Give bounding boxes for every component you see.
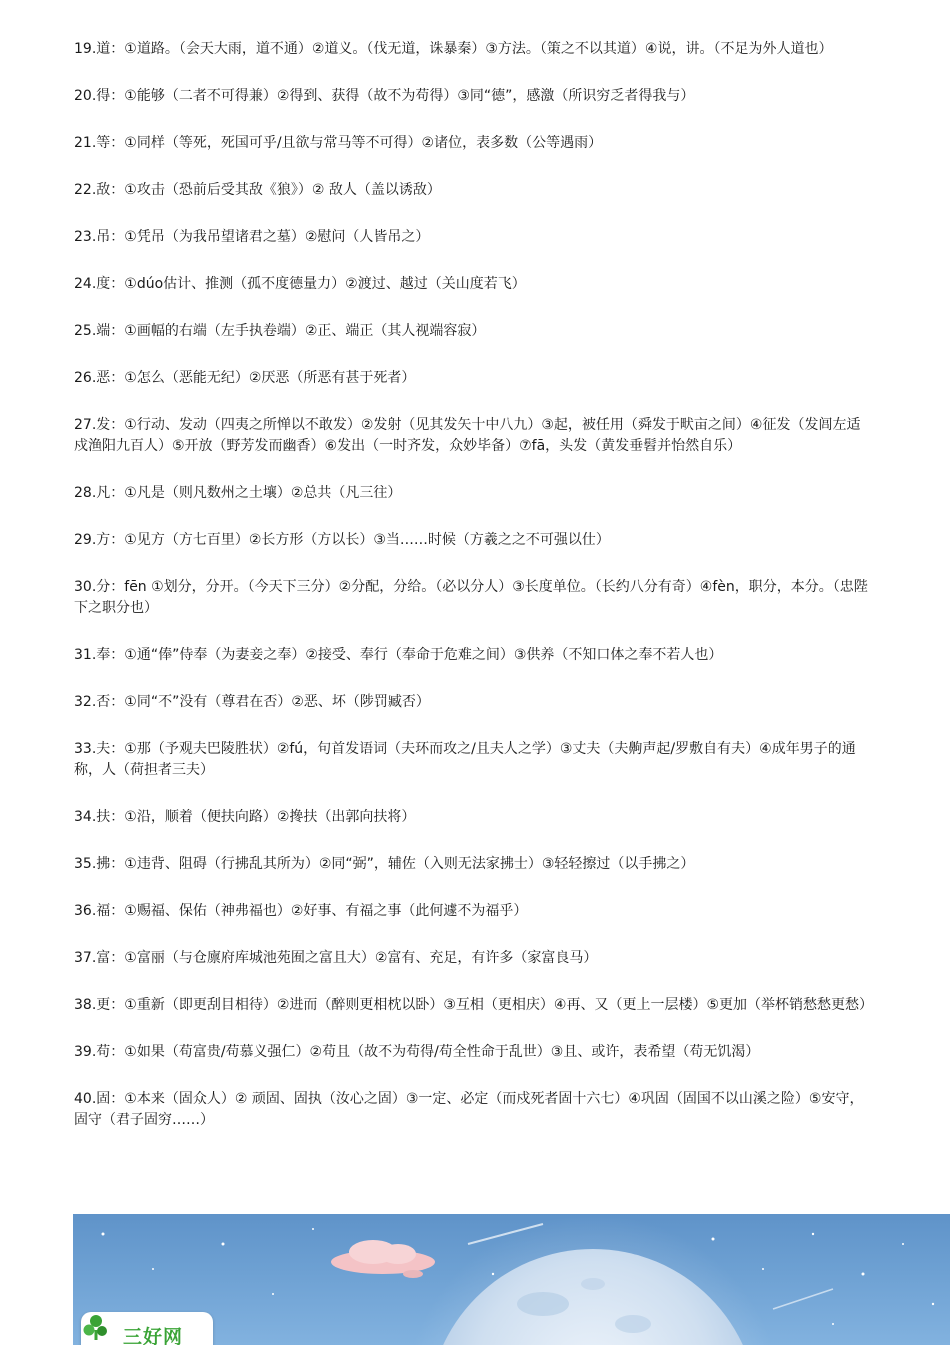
entry-19: 19.道：①道路。（会天大雨，道不通）②道义。（伐无道，诛暴秦）③方法。（策之不以其道）④说，讲。（不足为外人道也）: [74, 41, 833, 57]
entry-27: 27.发：①行动、发动（四夷之所惮以不敢发）②发射（见其发矢十中八九）③起，被任用（舜发于畎亩之间）④征发（发闾左适戍渔阳九百人）⑤开放（野芳发而幽香）⑥发出（一时齐发，众妙毕备）⑦fā，头发（黄发垂髫并怡然自乐）: [74, 417, 861, 454]
entry-26: 26.恶：①怎么（恶能无纪）②厌恶（所恶有甚于死者）: [74, 370, 416, 386]
entry-20: 20.得：①能够（二者不可得兼）②得到、获得（故不为苟得）③同“德”，感激（所识穷乏者得我与）: [74, 88, 695, 104]
document-body: [74, 39, 874, 1157]
entry-33: 33.夫：①那（予观夫巴陵胜状）②fú，句首发语词（夫环而攻之/且夫人之学）③丈夫（夫齁声起/罗敷自有夫）④成年男子的通称，人（荷担者三夫）: [74, 741, 856, 778]
entry-36: 36.福：①赐福、保佑（神弗福也）②好事、有福之事（此何遽不为福乎）: [74, 903, 528, 919]
pink-cloud: [331, 1240, 435, 1278]
night-sky-banner: [73, 1214, 950, 1345]
entry-34: 34.扶：①沿，顺着（便扶向路）②搀扶（出郭向扶将）: [74, 809, 416, 825]
entry-21: 21.等：①同样（等死，死国可乎/且欲与常马等不可得）②诸位，表多数（公等遇雨）: [74, 135, 603, 151]
shooting-star: [773, 1289, 833, 1309]
entry-28: 28.凡：①凡是（则凡数州之土壤）②总共（凡三往）: [74, 485, 402, 501]
entry-38: 38.更：①重新（即更刮目相待）②进而（醉则更相枕以卧）③互相（更相庆）④再、又（更上一层楼）⑤更加（举杯销愁愁更愁）: [74, 997, 874, 1013]
entry-39: 39.苟：①如果（苟富贵/苟慕义强仁）②苟且（故不为苟得/苟全性命于乱世）③且、或许，表希望（苟无饥渴）: [74, 1044, 760, 1060]
entry-31: 31.奉：①通“俸”侍奉（为妻妾之奉）②接受、奉行（奉命于危难之间）③供养（不知口体之奉不若人也）: [74, 647, 723, 663]
entry-22: 22.敌：①攻击（恐前后受其敌《狼》）② 敌人（盖以诱敌）: [74, 182, 441, 198]
leaf-icon: [81, 1312, 111, 1342]
entry-23: 23.吊：①凭吊（为我吊望诸君之墓）②慰问（人皆吊之）: [74, 229, 430, 245]
entry-35: 35.拂：①违背、阻碍（行拂乱其所为）②同“弼”，辅佐（入则无法家拂士）③轻轻擦过（以手拂之）: [74, 856, 695, 872]
entry-37: 37.富：①富丽（与仓廪府库城池苑囿之富且大）②富有、充足，有许多（家富良马）: [74, 950, 598, 966]
entry-29: 29.方：①见方（方七百里）②长方形（方以长）③当……时候（方羲之之不可强以仕）: [74, 532, 610, 548]
entry-32: 32.否：①同“不”没有（尊君在否）②恶、坏（陟罚臧否）: [74, 694, 430, 710]
entry-40: 40.固：①本来（固众人）② 顽固、固执（汝心之固）③一定、必定（而戍死者固十六七）④巩固（固国不以山溪之险）⑤安守，固守（君子固穷……）: [74, 1091, 864, 1128]
entry-24: 24.度：①dúo估计、推测（孤不度德量力）②渡过、越过（关山度若飞）: [74, 276, 526, 292]
entry-30: 30.分：fēn ①划分，分开。（今天下三分）②分配，分给。（必以分人）③长度单位。（长约八分有奇）④fèn，职分，本分。（忠陛下之职分也）: [74, 579, 868, 616]
logo-text: 三好网: [123, 1326, 184, 1345]
entry-25: 25.端：①画幅的右端（左手执卷端）②正、端正（其人视端容寂）: [74, 323, 486, 339]
sanhaowang-logo: [81, 1312, 213, 1345]
